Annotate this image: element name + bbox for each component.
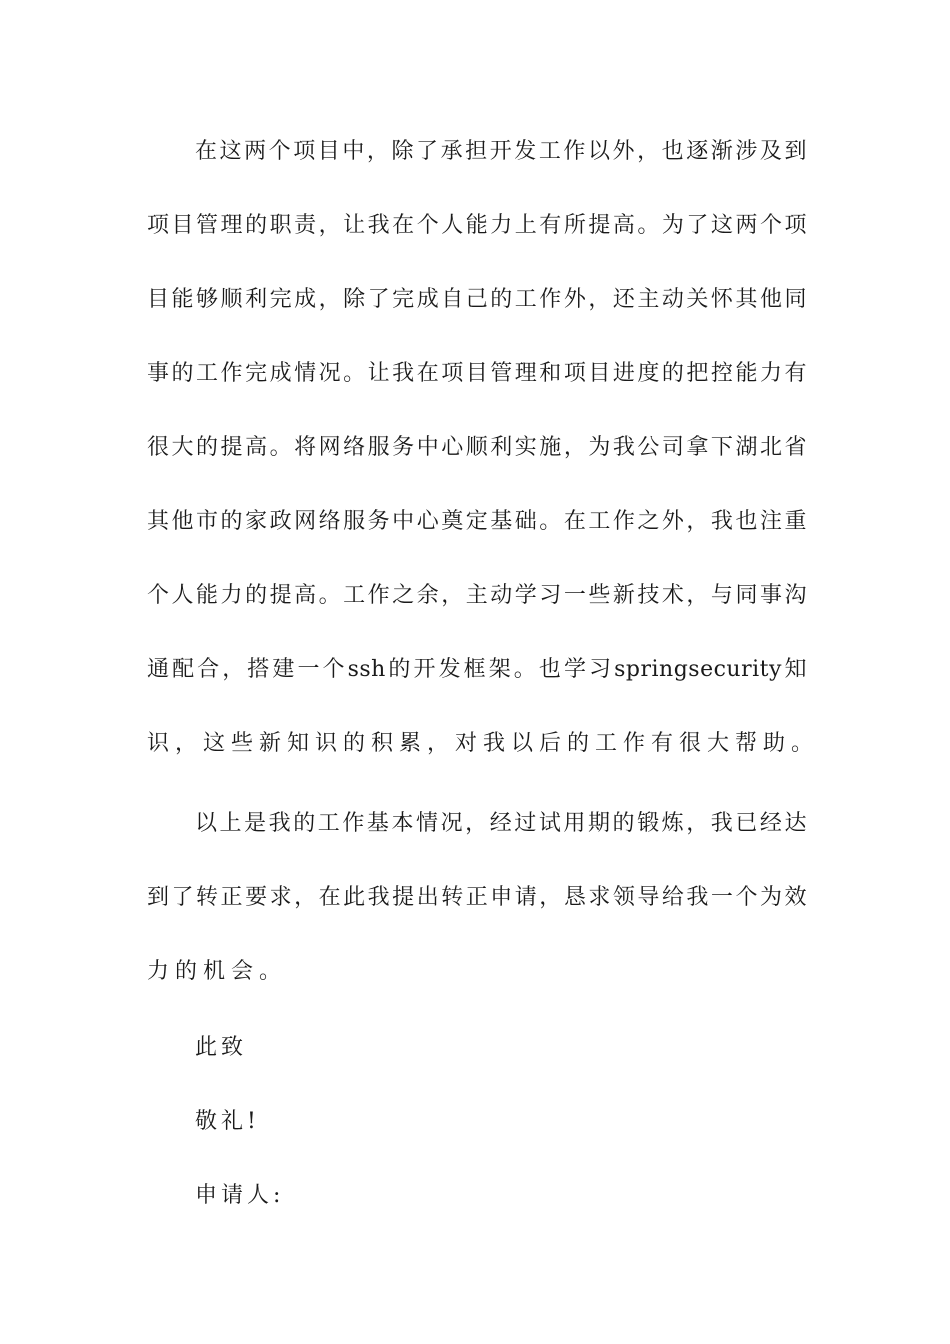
paragraph-1-line-8: 通配合，搭建一个ssh的开发框架。也学习springsecurity知 xyxy=(147,657,807,682)
paragraph-2-line-1: 以上是我的工作基本情况，经过试用期的锻炼，我已经达 xyxy=(195,811,807,836)
paragraph-1-line-3: 目能够顺利完成，除了完成自己的工作外，还主动关怀其他同 xyxy=(147,287,807,312)
paragraph-1-line-9: 识，这些新知识的积累，对我以后的工作有很大帮助。 xyxy=(147,731,820,756)
paragraph-2-line-3: 力的机会。 xyxy=(147,959,288,984)
paragraph-1-line-1: 在这两个项目中，除了承担开发工作以外，也逐渐涉及到 xyxy=(195,139,807,164)
paragraph-1-line-7: 个人能力的提高。工作之余，主动学习一些新技术，与同事沟 xyxy=(147,583,807,608)
applicant-label: 申请人: xyxy=(195,1183,285,1208)
paragraph-1-line-5: 很大的提高。将网络服务中心顺利实施，为我公司拿下湖北省 xyxy=(147,435,807,460)
paragraph-1-line-2: 项目管理的职责，让我在个人能力上有所提高。为了这两个项 xyxy=(147,213,807,238)
closing-salutation: 此致 xyxy=(195,1035,248,1060)
paragraph-1-line-4: 事的工作完成情况。让我在项目管理和项目进度的把控能力有 xyxy=(147,361,807,386)
closing-regards: 敬礼! xyxy=(195,1109,260,1134)
paragraph-2-line-2: 到了转正要求，在此我提出转正申请，恳求领导给我一个为效 xyxy=(147,885,807,910)
paragraph-1-line-6: 其他市的家政网络服务中心奠定基础。在工作之外，我也注重 xyxy=(147,509,807,534)
